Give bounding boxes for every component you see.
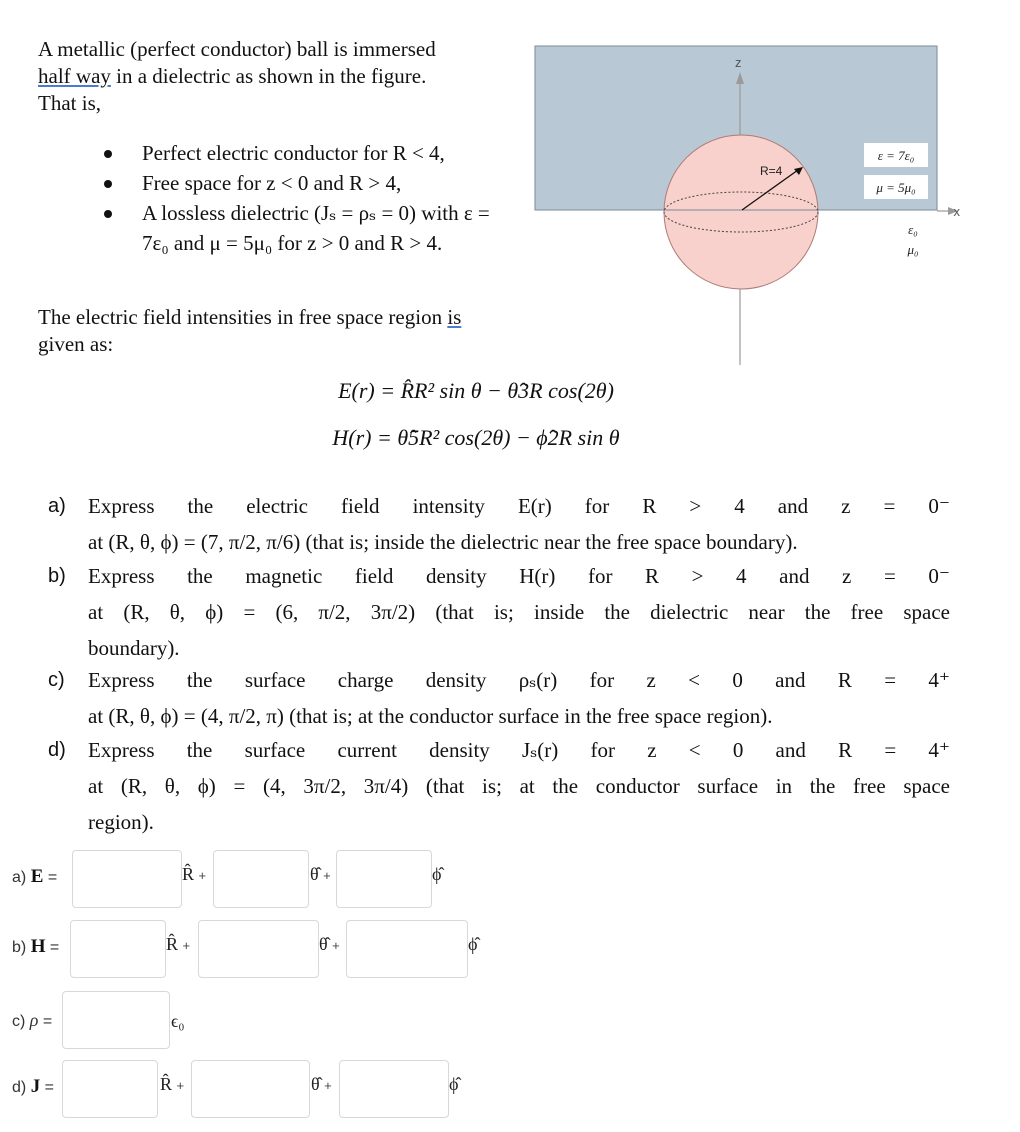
- figure-diagram: [520, 40, 960, 370]
- plus-sign: +: [323, 868, 331, 883]
- answer-d-r-input[interactable]: [62, 1060, 158, 1118]
- answer-prefix: c): [12, 1013, 26, 1030]
- answer-c-label: [12, 1010, 52, 1031]
- question-a-line-2: at (R, θ, ϕ) = (7, π/2, π/6) (that is; inside the dielectric near the free space boundary).: [88, 530, 798, 554]
- intro-paragraph: [38, 36, 508, 117]
- question-c-line-2: at (R, θ, ϕ) = (4, π/2, π) (that is; at the conductor surface in the free space region).: [88, 704, 773, 728]
- intro-underlined: half way: [38, 64, 111, 88]
- field-line-1-a: The electric field intensities in free space region: [38, 305, 448, 329]
- unit-theta-hat: [319, 934, 340, 955]
- question-a-line-1: Express the electric field intensity E(r) for R > 4 and z = 0⁻: [88, 494, 950, 518]
- answer-symbol: E: [30, 866, 44, 887]
- bullet-text: Free space for z < 0 and R > 4,: [142, 171, 402, 195]
- answer-a-theta-input[interactable]: [213, 850, 309, 908]
- question-label: a): [48, 495, 66, 517]
- z-axis-label: z: [735, 55, 742, 70]
- answer-symbol: ρ: [29, 1010, 39, 1030]
- conductor-sphere: [664, 135, 818, 289]
- unit-r-hat: [182, 864, 206, 885]
- equals-sign: =: [44, 1079, 54, 1096]
- mu-lower-label: μ₀: [907, 242, 919, 257]
- field-line-2: given as:: [38, 332, 114, 356]
- answer-b-label: [12, 936, 59, 958]
- answer-prefix: b): [12, 939, 27, 956]
- answer-b-theta-input[interactable]: [198, 920, 319, 978]
- bullet-text: A lossless dielectric (Jₛ = ρₛ = 0) with ε = 7ε₀ and μ = 5μ₀ for z > 0 and R > 4.: [142, 201, 490, 255]
- question-d-line-2: at (R, θ, ϕ) = (4, 3π/2, 3π/4) (that is; at the conductor surface in the free space: [88, 774, 950, 798]
- answer-d-label: [12, 1076, 54, 1098]
- field-line-1: [38, 304, 518, 331]
- intro-line-2: [38, 63, 508, 90]
- answer-d-theta-input[interactable]: [191, 1060, 310, 1118]
- bullet-list: [104, 138, 524, 258]
- list-item: [104, 138, 524, 168]
- question-b-line-3: boundary).: [88, 636, 180, 660]
- unit-symbol: R̂: [182, 864, 195, 884]
- plus-sign: +: [198, 868, 207, 883]
- equals-sign: =: [47, 869, 58, 886]
- plus-sign: +: [332, 938, 340, 953]
- intro-line-2-rest: in a dielectric as shown in the figure.: [110, 64, 427, 88]
- equals-sign: =: [42, 1013, 53, 1030]
- answer-a-phi-input[interactable]: [336, 850, 432, 908]
- list-item: [104, 198, 502, 258]
- field-paragraph: [38, 304, 518, 358]
- equals-sign: =: [49, 939, 60, 956]
- unit-r-hat: [166, 934, 190, 955]
- equation-e: E(r) = R̂R² sin θ − θ̂3R cos(2θ): [338, 378, 614, 403]
- answer-a-r-input[interactable]: [72, 850, 182, 908]
- answer-prefix: a): [12, 869, 27, 886]
- plus-sign: +: [324, 1078, 332, 1093]
- unit-theta-hat: [310, 864, 331, 885]
- plus-sign: +: [182, 938, 191, 953]
- question-d: [48, 732, 950, 840]
- question-a: [48, 488, 950, 560]
- question-d-line-3: region).: [88, 810, 154, 834]
- question-c-line-1: Express the surface charge density ρₛ(r) for z < 0 and R = 4⁺: [88, 668, 950, 692]
- radius-label: R=4: [760, 164, 783, 178]
- answer-symbol: J: [30, 1076, 41, 1097]
- equation-h: H(r) = θ̂5R² cos(2θ) − ϕ̂2R sin θ: [332, 425, 620, 450]
- plus-sign: +: [176, 1078, 185, 1093]
- question-d-line-1: Express the surface current density Jₛ(r) for z < 0 and R = 4⁺: [88, 738, 950, 762]
- intro-line-1: A metallic (perfect conductor) ball is immersed: [38, 37, 436, 61]
- unit-phi-hat: ϕ̂: [468, 934, 478, 954]
- answer-b-r-input[interactable]: [70, 920, 166, 978]
- question-b-line-1: Express the magnetic field density H(r) for R > 4 and z = 0⁻: [88, 564, 950, 588]
- x-axis-label: x: [953, 204, 960, 219]
- unit-symbol: θ̂: [311, 1074, 320, 1094]
- unit-symbol: R̂: [160, 1074, 173, 1094]
- unit-r-hat: [160, 1074, 184, 1095]
- unit-symbol: R̂: [166, 934, 179, 954]
- question-b: [48, 558, 950, 666]
- intro-line-3: That is,: [38, 91, 101, 115]
- question-b-line-2: at (R, θ, ϕ) = (6, π/2, 3π/2) (that is; inside the dielectric near the free space: [88, 600, 950, 624]
- answer-d-phi-input[interactable]: [339, 1060, 449, 1118]
- answer-a-label: [12, 866, 57, 888]
- answer-c-rho-input[interactable]: [62, 991, 170, 1049]
- answer-prefix: d): [12, 1079, 27, 1096]
- unit-symbol: θ̂: [319, 934, 328, 954]
- unit-epsilon-zero: ϵ₀: [171, 1011, 185, 1031]
- answer-symbol: H: [30, 936, 46, 957]
- eps-lower-label: ε₀: [908, 222, 918, 237]
- unit-theta-hat: [311, 1074, 332, 1095]
- question-c: [48, 662, 950, 734]
- unit-phi-hat: ϕ̂: [432, 864, 442, 884]
- answer-b-phi-input[interactable]: [346, 920, 468, 978]
- unit-phi-hat: ϕ̂: [449, 1074, 459, 1094]
- bullet-text: Perfect electric conductor for R < 4,: [142, 141, 445, 165]
- question-label: c): [48, 669, 65, 691]
- unit-symbol: θ̂: [310, 864, 319, 884]
- list-item: [104, 168, 524, 198]
- mu-upper-label: μ = 5μ₀: [876, 180, 916, 195]
- field-line-1-b: is: [447, 305, 462, 329]
- question-label: b): [48, 565, 66, 587]
- eps-upper-label: ε = 7ε₀: [877, 148, 915, 163]
- question-label: d): [48, 739, 66, 761]
